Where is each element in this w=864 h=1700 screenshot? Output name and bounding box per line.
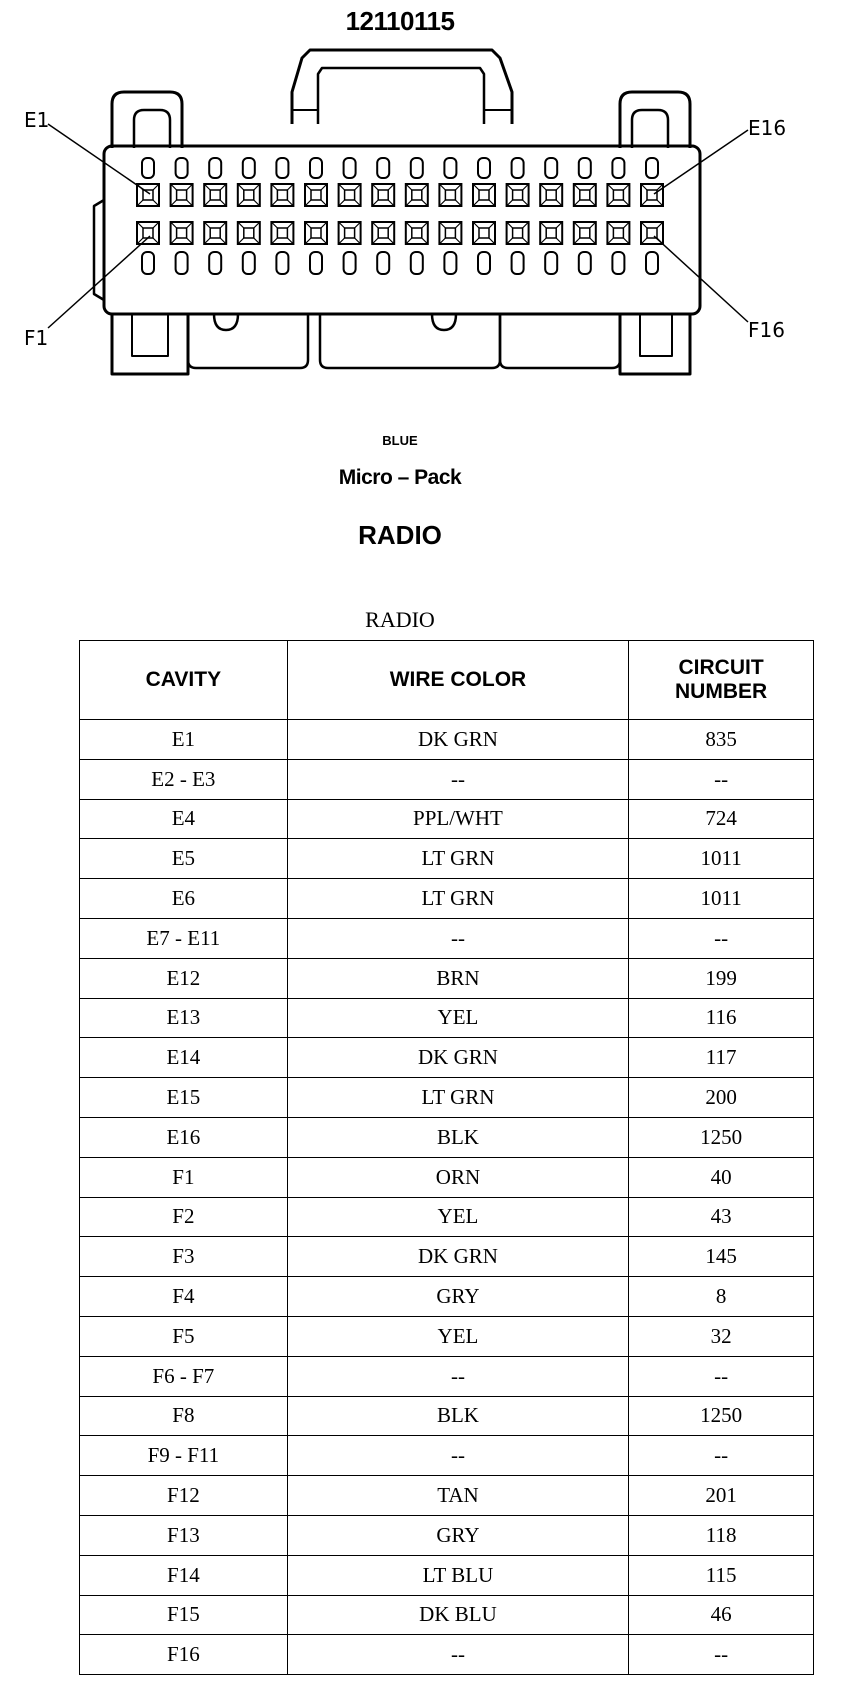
connector-part-number: 12110115 [345,6,455,36]
cell-cavity: F6 - F7 [80,1356,288,1396]
header-wire-color: WIRE COLOR [287,641,628,720]
cell-wire-color: GRY [287,1515,628,1555]
header-circuit-line1: CIRCUIT [678,655,764,679]
header-cavity: CAVITY [80,641,288,720]
cavity-f12 [507,222,529,244]
table-row [80,998,814,1038]
terminal-lock-slot [444,158,456,178]
table-row [80,720,814,760]
cell-cavity: F1 [80,1157,288,1197]
table-row [80,918,814,958]
table-caption: RADIO [365,607,435,632]
cavity-e12 [507,184,529,206]
table-row [80,1117,814,1157]
cavity-f9 [406,222,428,244]
cell-circuit: 1011 [629,839,814,879]
terminal-lock-slot [646,158,658,178]
terminal-lock-slot [612,252,624,274]
cell-circuit: -- [629,1356,814,1396]
terminal-lock-slot [377,158,389,178]
terminal-lock-slot [545,158,557,178]
cell-circuit: 115 [629,1555,814,1595]
cell-circuit: 835 [629,720,814,760]
cell-wire-color: LT GRN [287,839,628,879]
pinout-table [79,640,814,1675]
cavity-f6 [305,222,327,244]
cavity-e4 [238,184,260,206]
cavity-f13 [540,222,562,244]
cell-circuit: 8 [629,1277,814,1317]
cell-wire-color: BLK [287,1117,628,1157]
cell-cavity: F16 [80,1635,288,1675]
top-latch [292,50,512,124]
cell-circuit: -- [629,1436,814,1476]
cell-circuit: -- [629,918,814,958]
cavity-e2 [171,184,193,206]
terminal-lock-slot [276,252,288,274]
cell-wire-color: YEL [287,1316,628,1356]
cell-cavity: E12 [80,958,288,998]
table-row [80,1038,814,1078]
cell-wire-color: LT GRN [287,1078,628,1118]
cell-cavity: F8 [80,1396,288,1436]
cavity-e6 [305,184,327,206]
terminal-lock-slot [176,158,188,178]
cell-wire-color: GRY [287,1277,628,1317]
cavity-f1 [137,222,159,244]
header-circuit-number [629,641,814,720]
table-row [80,1595,814,1635]
terminal-lock-slot [411,158,423,178]
terminal-lock-slot [344,252,356,274]
cavity-e16 [641,184,663,206]
table-row [80,1555,814,1595]
cavity-f8 [372,222,394,244]
cell-cavity: F4 [80,1277,288,1317]
terminal-lock-slot [444,252,456,274]
cell-circuit: 117 [629,1038,814,1078]
cell-cavity: E2 - E3 [80,759,288,799]
cell-cavity: E13 [80,998,288,1038]
connector-type: Micro – Pack [338,466,462,489]
terminal-lock-slot [176,252,188,274]
cell-wire-color: BRN [287,958,628,998]
terminal-lock-slot [478,158,490,178]
cell-circuit: -- [629,759,814,799]
cavity-e5 [271,184,293,206]
cell-cavity: E14 [80,1038,288,1078]
pin-label-e1: E1 [24,108,50,132]
table-row [80,759,814,799]
table-row [80,1515,814,1555]
cell-circuit: 43 [629,1197,814,1237]
cell-cavity: F13 [80,1515,288,1555]
cell-wire-color: YEL [287,998,628,1038]
cell-circuit: -- [629,1635,814,1675]
table-row [80,1078,814,1118]
cell-cavity: E1 [80,720,288,760]
table-row [80,1197,814,1237]
terminal-lock-slot [142,158,154,178]
terminal-lock-slot [579,252,591,274]
terminal-lock-slot [512,158,524,178]
table-row [80,1436,814,1476]
cell-circuit: 40 [629,1157,814,1197]
cell-circuit: 46 [629,1595,814,1635]
cavity-e13 [540,184,562,206]
connector-face-drawing [0,38,864,418]
cell-wire-color: DK GRN [287,1038,628,1078]
connector-component: RADIO [358,520,442,550]
cell-circuit: 116 [629,998,814,1038]
terminal-lock-slot [209,158,221,178]
terminal-lock-slot [142,252,154,274]
table-row [80,1476,814,1516]
cavity-f5 [271,222,293,244]
cavity-e10 [439,184,461,206]
cell-circuit: 724 [629,799,814,839]
table-row [80,1396,814,1436]
cell-cavity: E7 - E11 [80,918,288,958]
bottom-foot-right [620,314,690,374]
cell-wire-color: TAN [287,1476,628,1516]
cell-wire-color: -- [287,1436,628,1476]
connector-color: BLUE [382,433,418,448]
terminal-lock-slot [344,158,356,178]
right-ear [620,92,690,148]
terminal-lock-slot [243,158,255,178]
cell-wire-color: YEL [287,1197,628,1237]
cell-circuit: 1011 [629,879,814,919]
table-row [80,1157,814,1197]
cell-circuit: 32 [629,1316,814,1356]
cell-wire-color: ORN [287,1157,628,1197]
cell-circuit: 1250 [629,1117,814,1157]
cell-wire-color: DK BLU [287,1595,628,1635]
cavity-f11 [473,222,495,244]
table-row [80,1237,814,1277]
cell-cavity: E6 [80,879,288,919]
table-row [80,839,814,879]
table-row [80,1635,814,1675]
table-row [80,1356,814,1396]
cell-circuit: 1250 [629,1396,814,1436]
bottom-foot-right-center [500,314,620,368]
cavity-e15 [607,184,629,206]
pin-cavities [137,158,663,274]
cell-cavity: F9 - F11 [80,1436,288,1476]
terminal-lock-slot [545,252,557,274]
cell-wire-color: PPL/WHT [287,799,628,839]
bottom-foot-left [112,314,188,374]
terminal-lock-slot [612,158,624,178]
cell-cavity: F12 [80,1476,288,1516]
terminal-lock-slot [276,158,288,178]
table-header-row [80,641,814,720]
cell-circuit: 200 [629,1078,814,1118]
table-row [80,879,814,919]
cell-cavity: E15 [80,1078,288,1118]
table-row [80,1316,814,1356]
cavity-e11 [473,184,495,206]
cell-cavity: F3 [80,1237,288,1277]
table-row [80,1277,814,1317]
cavity-f7 [339,222,361,244]
cavity-e8 [372,184,394,206]
cell-cavity: E16 [80,1117,288,1157]
terminal-lock-slot [579,158,591,178]
pin-label-e16: E16 [748,116,787,140]
cell-wire-color: -- [287,1356,628,1396]
cell-wire-color: BLK [287,1396,628,1436]
cell-circuit: 199 [629,958,814,998]
cell-circuit: 201 [629,1476,814,1516]
cell-cavity: F14 [80,1555,288,1595]
terminal-lock-slot [411,252,423,274]
table-row [80,799,814,839]
cavity-e7 [339,184,361,206]
pin-label-f16: F16 [748,318,785,342]
terminal-lock-slot [478,252,490,274]
cavity-e3 [204,184,226,206]
cell-wire-color: -- [287,918,628,958]
cell-wire-color: -- [287,759,628,799]
cell-cavity: F15 [80,1595,288,1635]
cavity-f10 [439,222,461,244]
terminal-lock-slot [646,252,658,274]
cell-wire-color: -- [287,1635,628,1675]
cavity-f14 [574,222,596,244]
cavity-f2 [171,222,193,244]
cell-wire-color: DK GRN [287,1237,628,1277]
terminal-lock-slot [310,252,322,274]
terminal-lock-slot [209,252,221,274]
pin-label-f1: F1 [24,326,49,350]
cavity-f3 [204,222,226,244]
cell-circuit: 145 [629,1237,814,1277]
cell-wire-color: LT BLU [287,1555,628,1595]
cell-cavity: F2 [80,1197,288,1237]
bottom-foot-center [320,314,500,368]
cavity-e14 [574,184,596,206]
terminal-lock-slot [512,252,524,274]
cell-cavity: E5 [80,839,288,879]
header-circuit-line2: NUMBER [675,680,768,703]
terminal-lock-slot [377,252,389,274]
table-body [80,720,814,1675]
cell-cavity: F5 [80,1316,288,1356]
cavity-f4 [238,222,260,244]
cell-wire-color: DK GRN [287,720,628,760]
cell-circuit: 118 [629,1515,814,1555]
cavity-f15 [607,222,629,244]
table-row [80,958,814,998]
terminal-lock-slot [243,252,255,274]
cavity-e9 [406,184,428,206]
bottom-foot-left-center [188,314,308,368]
terminal-lock-slot [310,158,322,178]
cell-wire-color: LT GRN [287,879,628,919]
cell-cavity: E4 [80,799,288,839]
left-ear [112,92,182,148]
